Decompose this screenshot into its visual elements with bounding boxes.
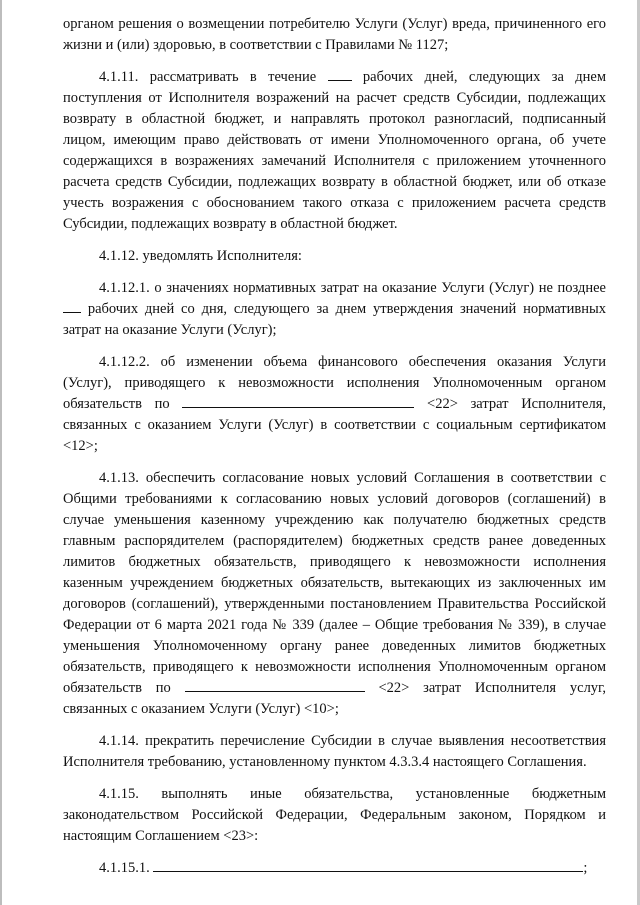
clause-4-1-13: 4.1.13. обеспечить согласование новых условий Соглашения в соответствии с Общими требованиями к согласованию новых условий договоров (соглашений) в случае уменьшения казенному учреждению как получателю бюджетных средств главным распорядителем (распорядителем) бюджетных средств ранее доведенных лимитов бюджетных обязательств, приводящего к невозможности исполнения казенным учреждением бюджетных обязательств, вытекающих из заключенных им договоров (соглашений), утвержденными постановлением Правительства Российской Федерации от 6 марта 2021 года № 339 (далее – Общие требования № 339), в случае уменьшения Уполномоченному органу ранее доведенных лимитов бюджетных обязательств, приводящего к невозможности исполнения Уполномоченным органом обязательств по <22> затрат Исполнителя услуг, связанных с оказанием Услуги (Услуг) <10>;: [63, 470, 606, 717]
clause-4-1-12-1: 4.1.12.1. о значениях нормативных затрат на оказание Услуги (Услуг) не позднее рабочих дней со дня, следующего за днем утверждения значений нормативных затрат на оказание Услуги (Услуг);: [63, 280, 606, 338]
paragraph-continuation: органом решения о возмещении потребителю Услуги (Услуг) вреда, причиненного его жизни и (или) здоровью, в соответствии с Правилами № 1127;: [63, 16, 606, 53]
document-body: [63, 14, 606, 890]
blank-obligation-text-field: [153, 858, 583, 872]
blank-obligation-field: [185, 678, 365, 692]
page-left-edge: [0, 0, 2, 905]
clause-4-1-12-2: 4.1.12.2. об изменении объема финансового обеспечения оказания Услуги (Услуг), приводящего к невозможности исполнения Уполномоченным органом обязательств по <22> затрат Исполнителя, связанных с оказанием Услуги (Услуг) в соответствии с социальным сертификатом <12>;: [63, 354, 606, 454]
blank-obligation-field: [182, 394, 414, 408]
clause-4-1-14: 4.1.14. прекратить перечисление Субсидии в случае выявления несоответствия Исполнителя требованию, установленному пунктом 4.3.3.4 настоящего Соглашения.: [63, 733, 606, 770]
blank-days-field: [328, 67, 352, 81]
blank-days-field: [63, 299, 81, 313]
clause-4-1-15: 4.1.15. выполнять иные обязательства, установленные бюджетным законодательством Российской Федерации, Федеральным законом, Порядком и настоящим Соглашением <23>:: [63, 786, 606, 844]
clause-4-1-12: 4.1.12. уведомлять Исполнителя:: [99, 248, 302, 264]
clause-4-1-15-1: 4.1.15.1. ;: [99, 860, 588, 876]
clause-4-1-11: 4.1.11. рассматривать в течение рабочих дней, следующих за днем поступления от Исполнителя возражений на расчет средств Субсидии, подлежащих возврату в областной бюджет, и направлять протокол разногласий, подписанный лицом, имеющим право действовать от имени Уполномоченного органа, об учете содержащихся в возражениях замечаний Исполнителя с приложением уточненного расчета средств Субсидии, подлежащих возврату в областной бюджет, или об отказе учесть возражения с обоснованием такого отказа с приложением расчета средств Субсидии, подлежащих возврату в областной бюджет.: [63, 69, 606, 232]
